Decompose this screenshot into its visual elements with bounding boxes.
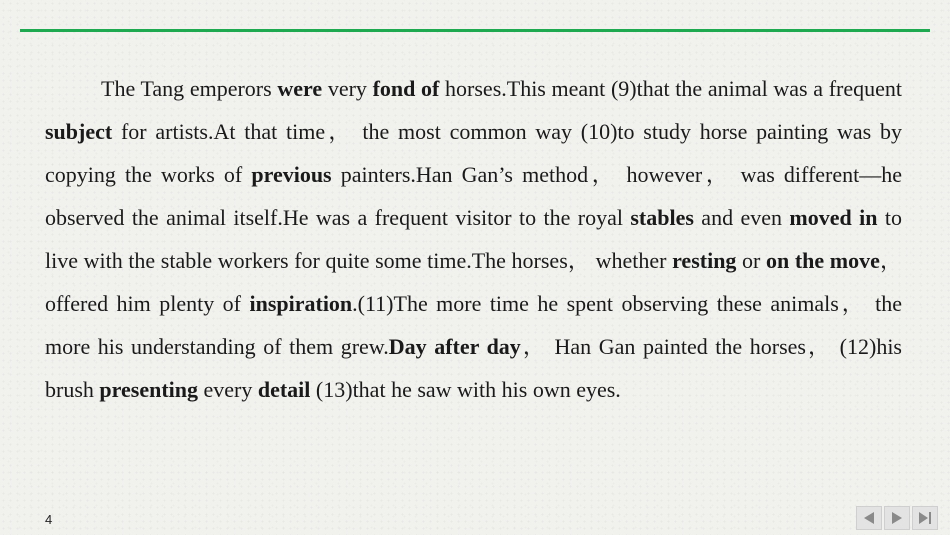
vocabulary-term: presenting [99, 377, 198, 402]
last-slide-button[interactable] [912, 506, 938, 530]
last-icon [917, 510, 933, 526]
passage-text: .(11)The more time he spent observing these animals， the more his understanding of them grew. [45, 291, 903, 359]
vocabulary-term: resting [672, 248, 737, 273]
vocabulary-term: were [277, 76, 323, 101]
passage-text: or [736, 248, 766, 273]
passage-text: very [322, 76, 373, 101]
vocabulary-term: subject [45, 119, 113, 144]
vocabulary-term: moved in [789, 205, 878, 230]
vocabulary-term: Day after day [388, 334, 521, 359]
passage-text: for artists.At that time， the most common way (10)to study horse painting was by copying the works of [45, 119, 902, 187]
passage-text: horses.This meant (9)that the animal was a frequent [439, 76, 902, 101]
vocabulary-term: detail [257, 377, 311, 402]
passage-text: ， offered him plenty of [45, 248, 902, 316]
vocabulary-term: fond of [372, 76, 440, 101]
top-divider [20, 29, 930, 32]
vocabulary-term: inspiration [249, 291, 353, 316]
vocabulary-term: previous [251, 162, 332, 187]
passage-text: (13)that he saw with his own eyes. [310, 377, 621, 402]
passage-text: painters.Han Gan’s method， however， was different—he observed the animal itself.He was a frequent visitor to the royal [45, 162, 902, 230]
next-slide-button[interactable] [884, 506, 910, 530]
reading-passage [45, 67, 902, 411]
previous-slide-button[interactable] [856, 506, 882, 530]
slide-navigation [856, 506, 938, 530]
vocabulary-term: on the move [766, 248, 880, 273]
passage-text: and even [693, 205, 790, 230]
next-icon [889, 510, 905, 526]
passage-text: ， Han Gan painted the horses， (12)his brush [45, 334, 902, 402]
vocabulary-term: stables [630, 205, 694, 230]
passage-text: every [198, 377, 258, 402]
previous-icon [861, 510, 877, 526]
page-number: 4 [45, 512, 53, 527]
passage-text: The Tang emperors [101, 76, 278, 101]
passage-text: to live with the stable workers for quite some time.The horses， whether [45, 205, 902, 273]
